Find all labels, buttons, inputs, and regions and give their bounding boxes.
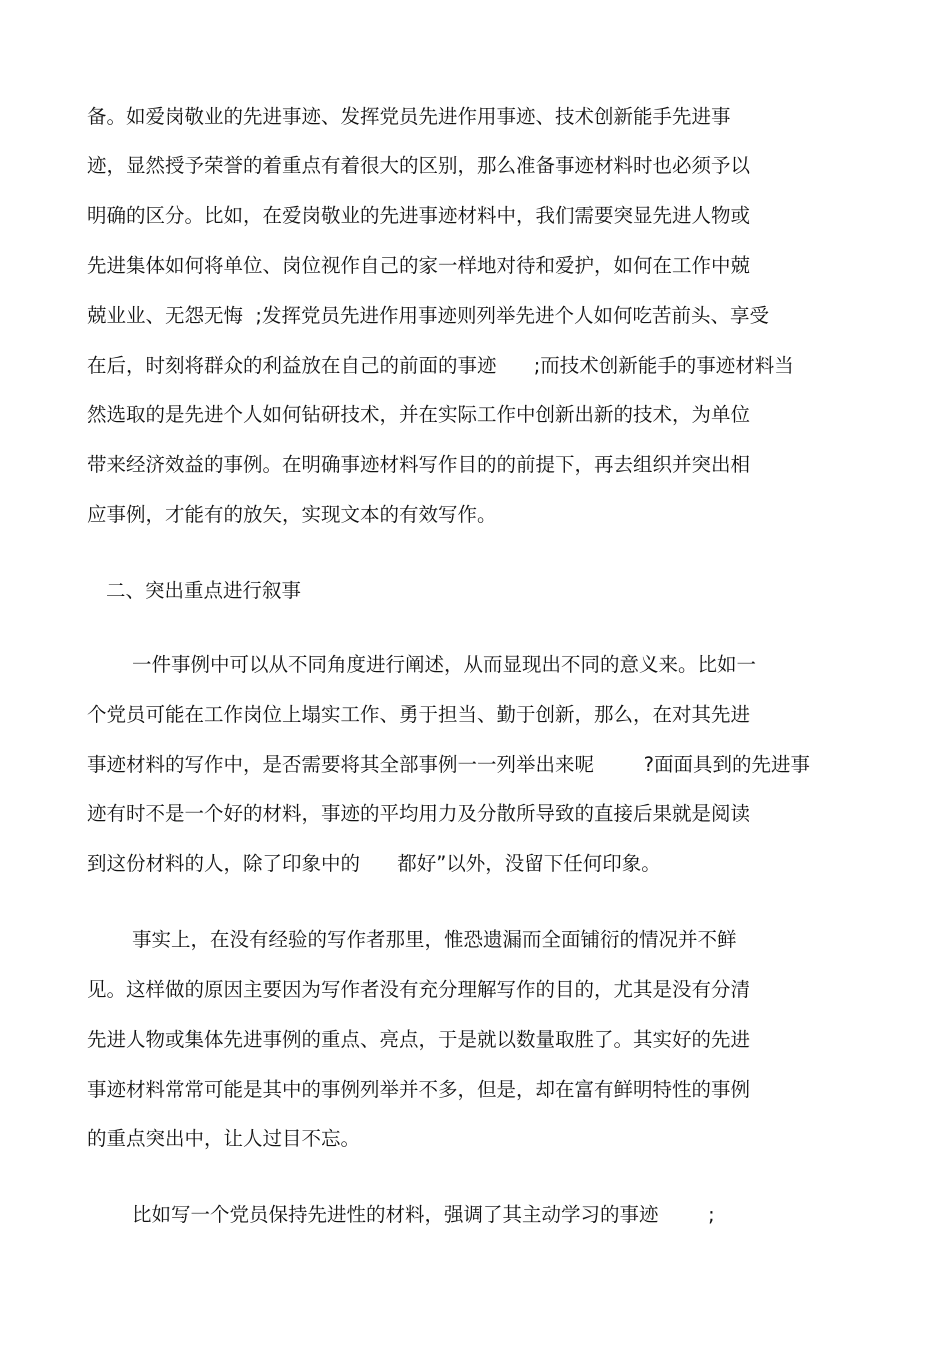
- text-line: 事迹材料的写作中，是否需要将其全部事例一一列举出来呢 ?面面具到的先进事: [87, 753, 810, 776]
- text-line: 应事例，才能有的放矢，实现文本的有效写作。: [87, 503, 497, 526]
- text-line: 带来经济效益的事例。在明确事迹材料写作目的的前提下，再去组织并突出相: [87, 453, 751, 476]
- text-line: 个党员可能在工作岗位上塌实工作、勇于担当、勤于创新，那么，在对其先进: [87, 703, 751, 726]
- text-line: 兢业业、无怨无悔 ;发挥党员先进作用事迹则列举先进个人如何吃苦前头、享受: [87, 304, 769, 327]
- text-line: 见。这样做的原因主要因为写作者没有充分理解写作的目的，尤其是没有分清: [87, 978, 751, 1001]
- text-line: 明确的区分。比如，在爱岗敬业的先进事迹材料中，我们需要突显先进人物或: [87, 204, 751, 227]
- text-line: 先进人物或集体先进事例的重点、亮点，于是就以数量取胜了。其实好的先进: [87, 1028, 751, 1051]
- text-line: 的重点突出中，让人过目不忘。: [87, 1127, 361, 1150]
- text-line: 备。如爱岗敬业的先进事迹、发挥党员先进作用事迹、技术创新能手先进事: [87, 105, 731, 128]
- text-line: 在后，时刻将群众的利益放在自己的前面的事迹 ;而技术创新能手的事迹材料当: [87, 354, 794, 377]
- text-line: 先进集体如何将单位、岗位视作自己的家一样地对待和爱护，如何在工作中兢: [87, 254, 751, 277]
- text-line: 迹，显然授予荣誉的着重点有着很大的区别，那么准备事迹材料时也必须予以: [87, 154, 751, 177]
- section-heading: 二、突出重点进行叙事: [106, 579, 302, 602]
- text-line: 事实上，在没有经验的写作者那里，惟恐遗漏而全面铺衍的情况并不鲜: [132, 928, 737, 951]
- text-line: 一件事例中可以从不同角度进行阐述，从而显现出不同的意义来。比如一: [132, 653, 757, 676]
- text-line: 事迹材料常常可能是其中的事例列举并不多，但是，却在富有鲜明特性的事例: [87, 1078, 751, 1101]
- text-line: 到这份材料的人，除了印象中的 都好”以外，没留下任何印象。: [87, 852, 661, 875]
- text-line: 比如写一个党员保持先进性的材料，强调了其主动学习的事迹 ;: [132, 1203, 715, 1226]
- text-line: 迹有时不是一个好的材料，事迹的平均用力及分散所导致的直接后果就是阅读: [87, 802, 751, 825]
- text-line: 然选取的是先进个人如何钻研技术，并在实际工作中创新出新的技术，为单位: [87, 403, 751, 426]
